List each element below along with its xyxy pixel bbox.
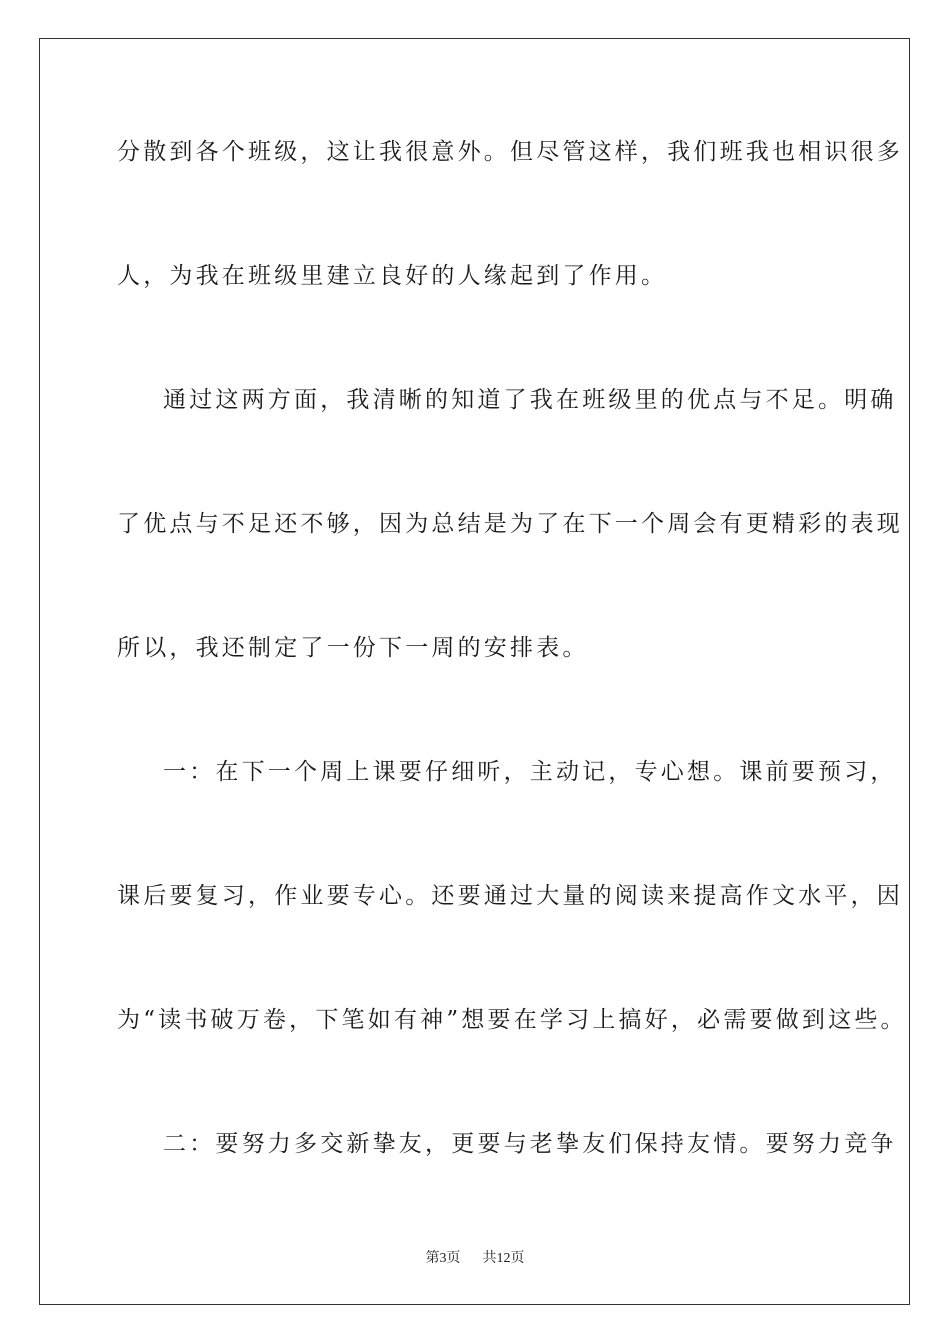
text-line: 分散到各个班级，这让我很意外。但尽管这样，我们班我也相识很多 bbox=[117, 139, 903, 165]
text-line: 所以，我还制定了一份下一周的安排表。 bbox=[117, 635, 589, 661]
total-pages: 共12页 bbox=[482, 1251, 525, 1266]
text-line: 了优点与不足还不够，因为总结是为了在下一个周会有更精彩的表现 bbox=[117, 511, 903, 537]
text-line: 为“读书破万卷，下笔如有神”想要在学习上搞好，必需要做到这些。 bbox=[117, 1007, 907, 1033]
text-line: 人，为我在班级里建立良好的人缘起到了作用。 bbox=[117, 263, 668, 289]
page-number: 第3页 bbox=[425, 1251, 461, 1266]
page-border bbox=[39, 38, 910, 1305]
paragraph-start-line: 一：在下一个周上课要仔细听，主动记，专心想。课前要预习， bbox=[163, 759, 897, 785]
paragraph-start-line: 二：要努力多交新挚友，更要与老挚友们保持友情。要努力竞争 bbox=[163, 1131, 897, 1157]
text-line: 课后要复习，作业要专心。还要通过大量的阅读来提高作文水平，因 bbox=[117, 883, 903, 909]
paragraph-start-line: 通过这两方面，我清晰的知道了我在班级里的优点与不足。明确 bbox=[163, 387, 897, 413]
page-footer bbox=[0, 1247, 950, 1267]
